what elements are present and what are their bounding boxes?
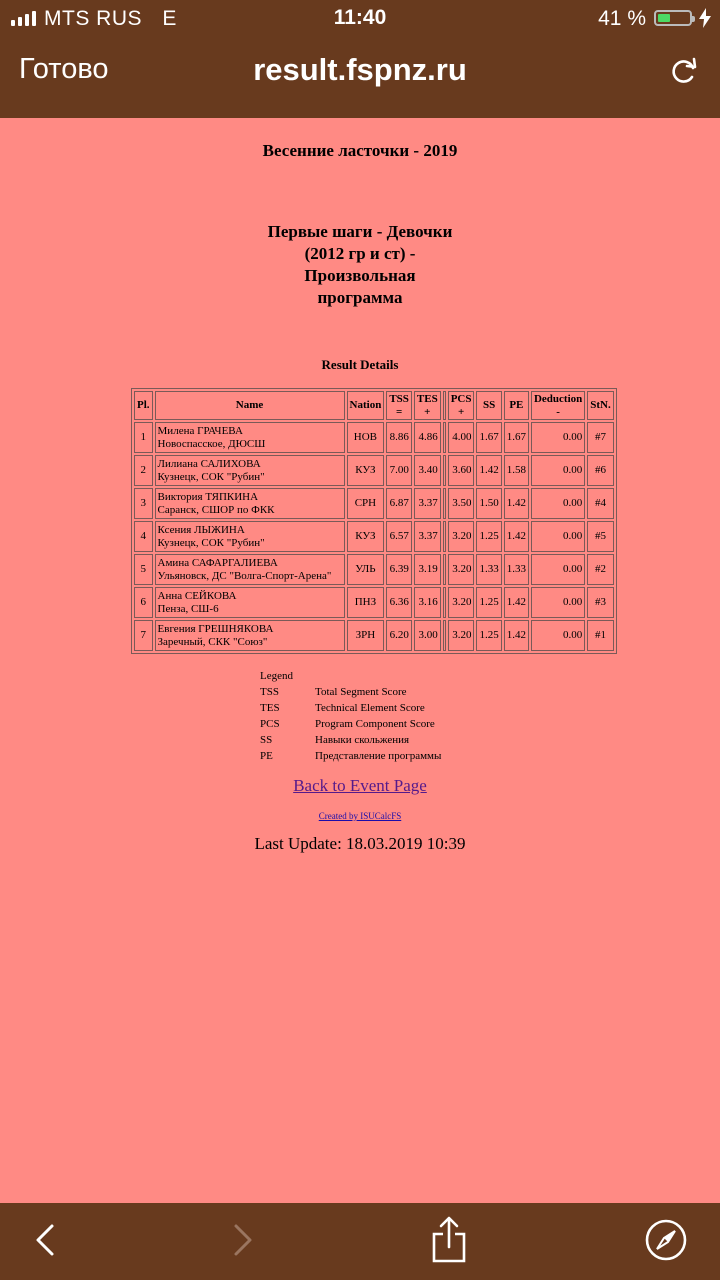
skater-club: Ульяновск, ДС "Волга-Спорт-Арена" bbox=[157, 569, 332, 582]
battery-fill bbox=[658, 14, 670, 22]
skater-cell bbox=[155, 554, 345, 585]
table-row bbox=[134, 422, 614, 453]
tss-cell: 6.39 bbox=[386, 554, 412, 585]
ss-cell: 1.25 bbox=[476, 521, 501, 552]
header-deduction: Deduction - bbox=[531, 391, 585, 420]
spacer-cell bbox=[443, 455, 446, 486]
legend-row: TSS Total Segment Score bbox=[260, 686, 407, 698]
last-update-text: Last Update: 18.03.2019 10:39 bbox=[254, 834, 466, 853]
start-number-cell: #5 bbox=[587, 521, 613, 552]
header-pcs: PCS + bbox=[448, 391, 475, 420]
skater-name: Ксения ЛЫЖИНА bbox=[157, 523, 245, 536]
tes-cell: 3.19 bbox=[414, 554, 441, 585]
tss-cell: 8.86 bbox=[386, 422, 412, 453]
reload-icon[interactable] bbox=[668, 55, 700, 87]
header-tes: TES + bbox=[414, 391, 441, 420]
carrier-name: MTS RUS bbox=[44, 7, 142, 30]
place-cell: 5 bbox=[134, 554, 153, 585]
nation-cell: УЛЬ bbox=[347, 554, 385, 585]
browser-bottom-toolbar bbox=[0, 1203, 720, 1280]
skater-name: Виктория ТЯПКИНА bbox=[157, 490, 259, 503]
created-by-link[interactable]: Created by ISUCalcFS bbox=[318, 811, 402, 821]
table-row bbox=[134, 488, 614, 519]
back-to-event-link[interactable]: Back to Event Page bbox=[293, 776, 427, 795]
header-pe: PE bbox=[504, 391, 529, 420]
pe-cell: 1.42 bbox=[504, 620, 529, 651]
skater-cell bbox=[155, 455, 345, 486]
table-row bbox=[134, 455, 614, 486]
deduction-cell: 0.00 bbox=[531, 521, 585, 552]
tes-cell: 3.00 bbox=[414, 620, 441, 651]
deduction-cell: 0.00 bbox=[531, 620, 585, 651]
segment-title: Первые шаги - Девочки (2012 гр и ст) - Произвольная программа bbox=[267, 222, 453, 307]
nation-cell: СРН bbox=[347, 488, 385, 519]
header-name: Name bbox=[155, 391, 345, 420]
deduction-cell: 0.00 bbox=[531, 554, 585, 585]
deduction-cell: 0.00 bbox=[531, 488, 585, 519]
ss-cell: 1.33 bbox=[476, 554, 501, 585]
skater-cell bbox=[155, 422, 345, 453]
place-cell: 2 bbox=[134, 455, 153, 486]
place-cell: 3 bbox=[134, 488, 153, 519]
header-pl: Pl. bbox=[134, 391, 153, 420]
legend bbox=[260, 668, 441, 764]
skater-club: Саранск, СШОР по ФКК bbox=[157, 503, 275, 516]
charging-bolt-icon bbox=[698, 8, 712, 28]
skater-name: Евгения ГРЕШНЯКОВА bbox=[157, 622, 274, 635]
skater-cell bbox=[155, 587, 345, 618]
skater-club: Новоспасское, ДЮСШ bbox=[157, 437, 266, 450]
spacer-cell bbox=[443, 554, 446, 585]
chevron-left-icon[interactable] bbox=[21, 1215, 71, 1265]
ss-cell: 1.67 bbox=[476, 422, 501, 453]
url-label[interactable]: result.fspnz.ru bbox=[253, 52, 467, 87]
tss-cell: 6.87 bbox=[386, 488, 412, 519]
ss-cell: 1.50 bbox=[476, 488, 501, 519]
skater-name: Амина САФАРГАЛИЕВА bbox=[157, 556, 278, 569]
pcs-cell: 3.20 bbox=[448, 521, 475, 552]
tes-cell: 3.37 bbox=[414, 521, 441, 552]
event-title: Весенние ласточки - 2019 bbox=[262, 141, 458, 160]
legend-row: PE Представление программы bbox=[260, 750, 442, 762]
start-number-cell: #1 bbox=[587, 620, 613, 651]
skater-club: Кузнецк, СОК "Рубин" bbox=[157, 470, 265, 483]
legend-row: TES Technical Element Score bbox=[260, 702, 425, 714]
pe-cell: 1.42 bbox=[504, 587, 529, 618]
pcs-cell: 3.60 bbox=[448, 455, 475, 486]
start-number-cell: #3 bbox=[587, 587, 613, 618]
table-header-row bbox=[134, 391, 614, 420]
tes-cell: 3.37 bbox=[414, 488, 441, 519]
skater-cell bbox=[155, 521, 345, 552]
start-number-cell: #2 bbox=[587, 554, 613, 585]
page-content bbox=[0, 118, 720, 1203]
pcs-cell: 3.20 bbox=[448, 620, 475, 651]
skater-cell bbox=[155, 488, 345, 519]
spacer-cell bbox=[443, 521, 446, 552]
deduction-cell: 0.00 bbox=[531, 455, 585, 486]
nation-cell: НОВ bbox=[347, 422, 385, 453]
pcs-cell: 3.20 bbox=[448, 554, 475, 585]
header-tss: TSS = bbox=[386, 391, 412, 420]
skater-club: Пенза, СШ-6 bbox=[157, 602, 219, 615]
start-number-cell: #4 bbox=[587, 488, 613, 519]
share-icon[interactable] bbox=[424, 1215, 474, 1265]
status-bar bbox=[0, 0, 720, 38]
ss-cell: 1.42 bbox=[476, 455, 501, 486]
header-ss: SS bbox=[476, 391, 501, 420]
start-number-cell: #7 bbox=[587, 422, 613, 453]
place-cell: 1 bbox=[134, 422, 153, 453]
spacer-cell bbox=[443, 620, 446, 651]
table-row bbox=[134, 521, 614, 552]
ss-cell: 1.25 bbox=[476, 620, 501, 651]
table-row bbox=[134, 554, 614, 585]
legend-row: PCS Program Component Score bbox=[260, 718, 435, 730]
skater-name: Лилиана САЛИХОВА bbox=[157, 457, 261, 470]
tss-cell: 6.20 bbox=[386, 620, 412, 651]
chevron-right-icon bbox=[217, 1215, 267, 1265]
header-nation: Nation bbox=[347, 391, 385, 420]
spacer-cell bbox=[443, 488, 446, 519]
battery-icon bbox=[654, 10, 692, 26]
pe-cell: 1.58 bbox=[504, 455, 529, 486]
legend-title: Legend bbox=[260, 670, 293, 682]
done-button[interactable]: Готово bbox=[19, 53, 109, 85]
network-type: E bbox=[162, 7, 177, 30]
pe-cell: 1.33 bbox=[504, 554, 529, 585]
pe-cell: 1.67 bbox=[504, 422, 529, 453]
nation-cell: КУЗ bbox=[347, 455, 385, 486]
table-row bbox=[134, 587, 614, 618]
nation-cell: ЗРН bbox=[347, 620, 385, 651]
nation-cell: КУЗ bbox=[347, 521, 385, 552]
status-time: 11:40 bbox=[333, 6, 387, 29]
tes-cell: 3.16 bbox=[414, 587, 441, 618]
nation-cell: ПНЗ bbox=[347, 587, 385, 618]
skater-name: Анна СЕЙКОВА bbox=[157, 589, 237, 602]
spacer-cell bbox=[443, 422, 446, 453]
place-cell: 7 bbox=[134, 620, 153, 651]
start-number-cell: #6 bbox=[587, 455, 613, 486]
spacer-cell bbox=[443, 587, 446, 618]
pcs-cell: 4.00 bbox=[448, 422, 475, 453]
results-table bbox=[131, 388, 617, 654]
place-cell: 6 bbox=[134, 587, 153, 618]
result-details-heading: Result Details bbox=[321, 357, 399, 372]
header-stn: StN. bbox=[587, 391, 613, 420]
tss-cell: 6.57 bbox=[386, 521, 412, 552]
tss-cell: 6.36 bbox=[386, 587, 412, 618]
pcs-cell: 3.20 bbox=[448, 587, 475, 618]
tes-cell: 3.40 bbox=[414, 455, 441, 486]
skater-cell bbox=[155, 620, 345, 651]
pe-cell: 1.42 bbox=[504, 521, 529, 552]
legend-row: SS Навыки скольжения bbox=[260, 734, 410, 746]
compass-icon[interactable] bbox=[641, 1215, 691, 1265]
skater-club: Кузнецк, СОК "Рубин" bbox=[157, 536, 265, 549]
pcs-cell: 3.50 bbox=[448, 488, 475, 519]
battery-percentage: 41 % bbox=[598, 7, 646, 30]
table-row bbox=[134, 620, 614, 651]
skater-name: Милена ГРАЧЕВА bbox=[157, 424, 243, 437]
deduction-cell: 0.00 bbox=[531, 587, 585, 618]
deduction-cell: 0.00 bbox=[531, 422, 585, 453]
place-cell: 4 bbox=[134, 521, 153, 552]
skater-club: Заречный, СКК "Союз" bbox=[157, 635, 268, 648]
ss-cell: 1.25 bbox=[476, 587, 501, 618]
pe-cell: 1.42 bbox=[504, 488, 529, 519]
header-spacer bbox=[443, 391, 446, 420]
browser-top-bar bbox=[0, 0, 720, 118]
tes-cell: 4.86 bbox=[414, 422, 441, 453]
tss-cell: 7.00 bbox=[386, 455, 412, 486]
